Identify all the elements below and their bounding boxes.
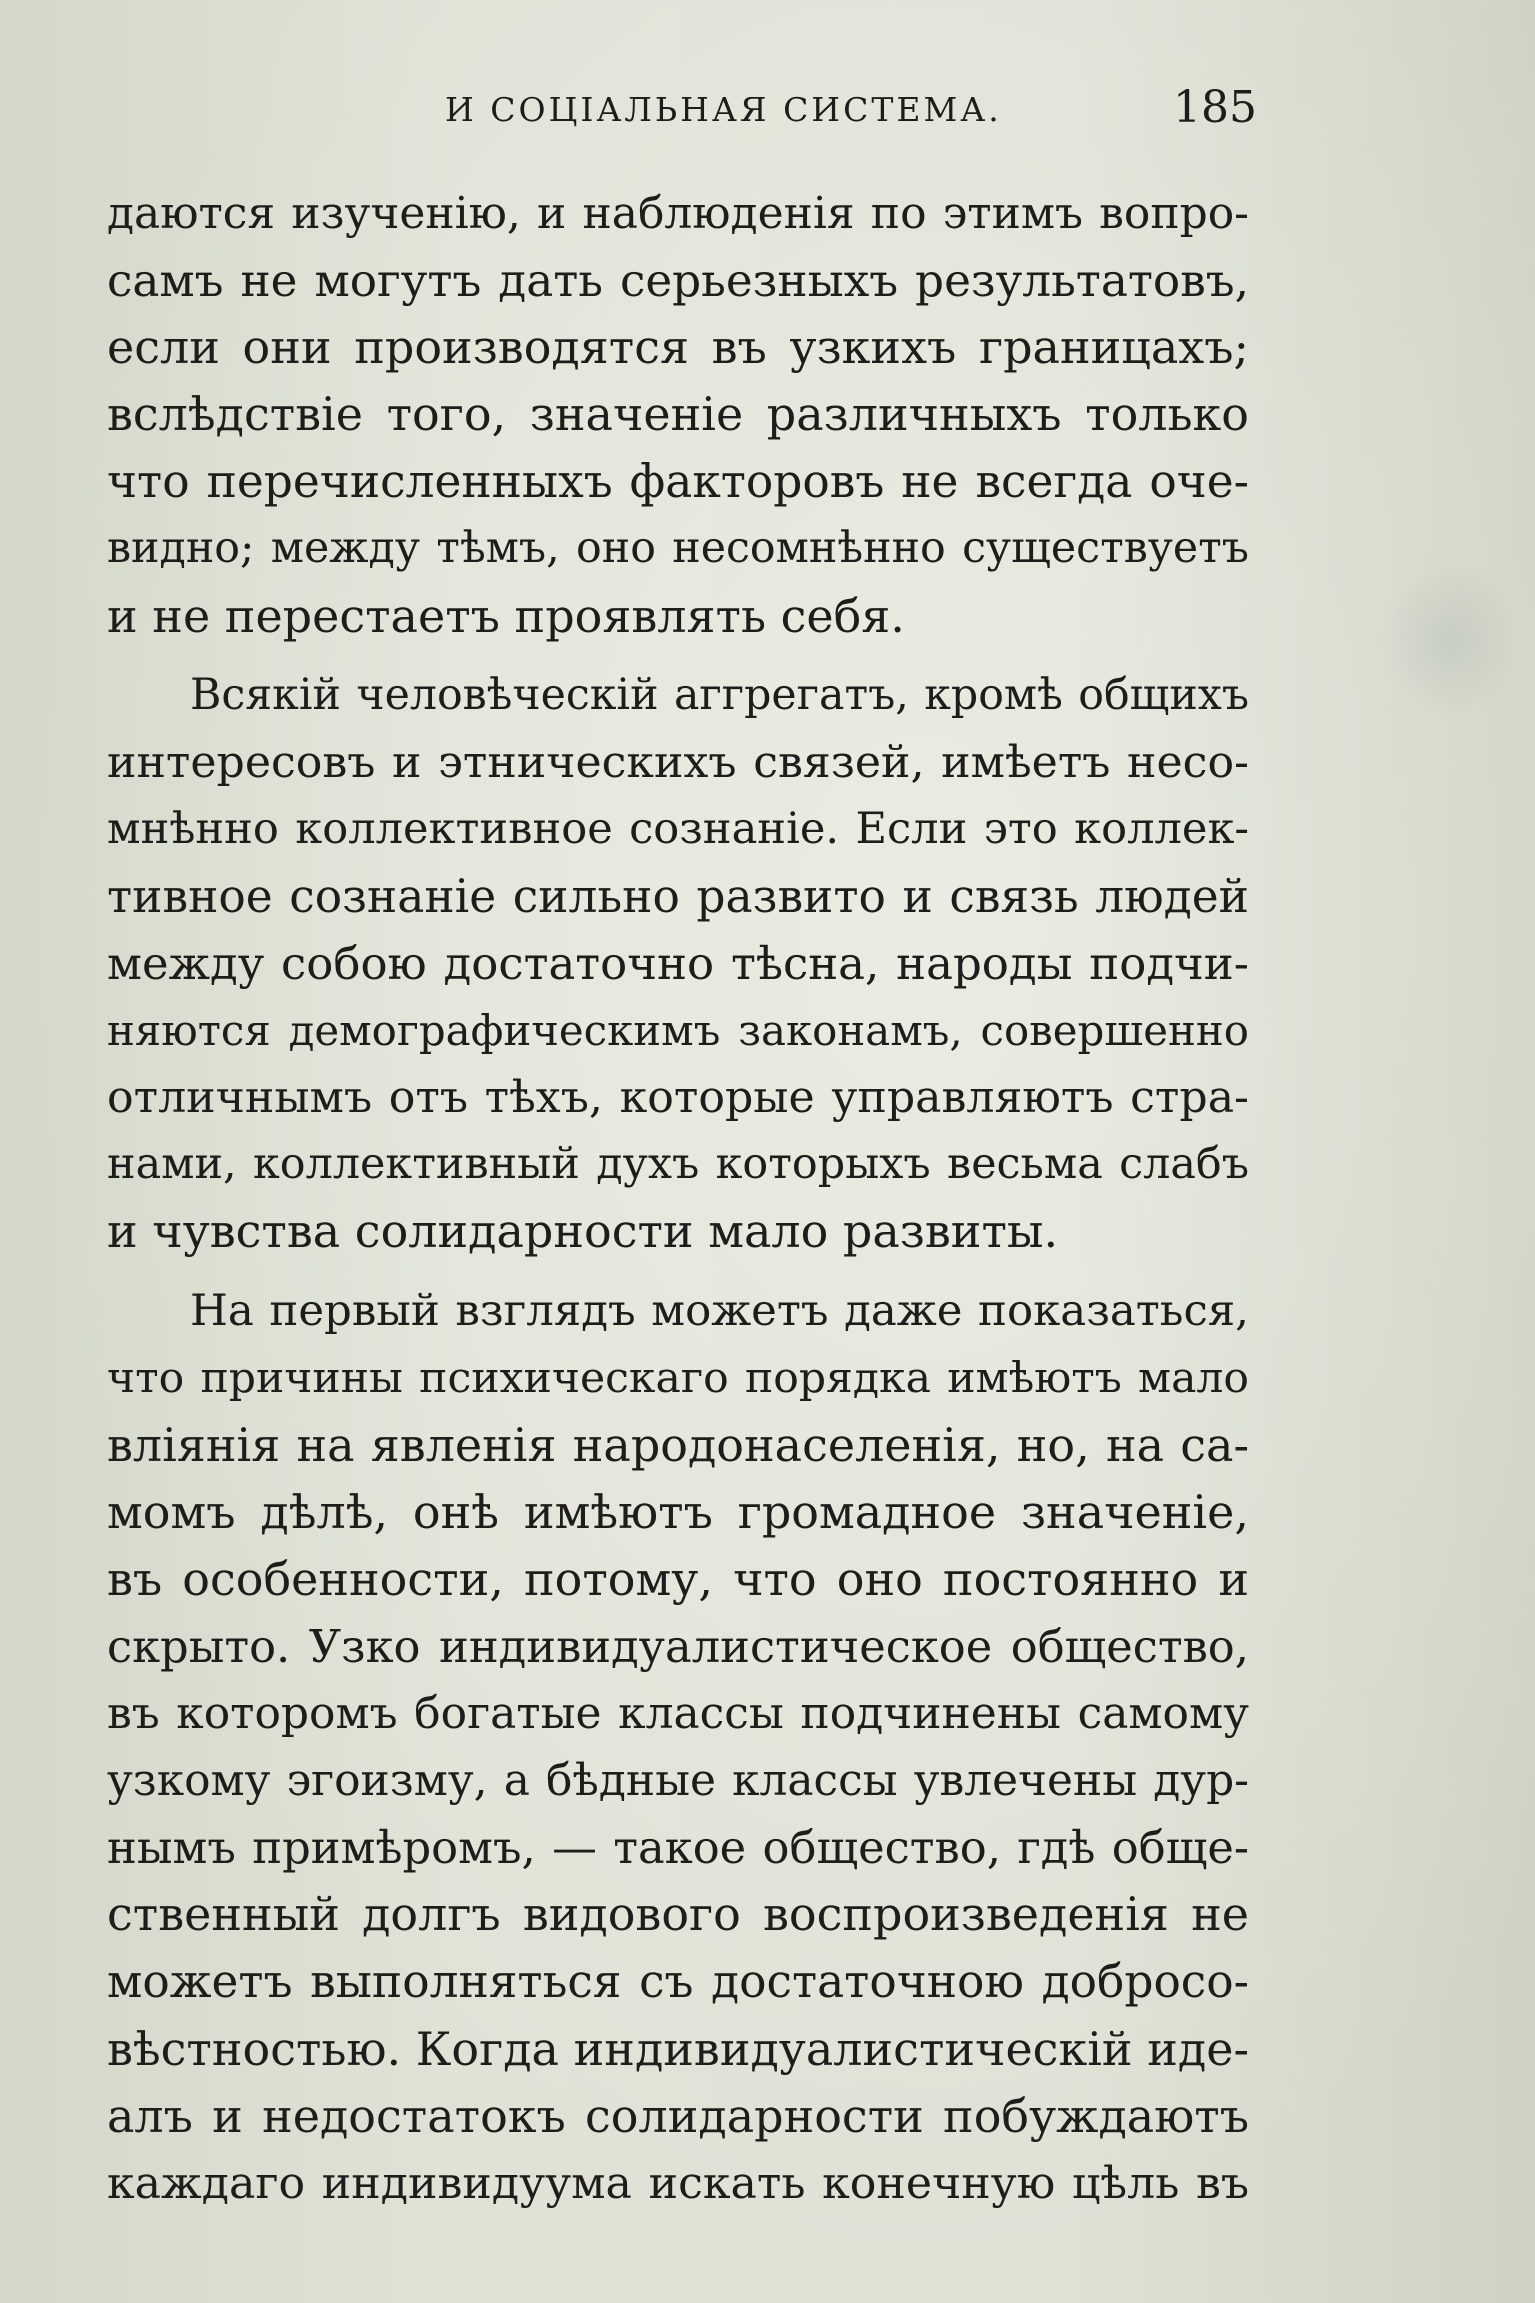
text-line: Всякій человѣческій аггрегатъ, кромѣ общихъ xyxy=(190,669,1249,720)
text-line: между собою достаточно тѣсна, народы подчи- xyxy=(107,937,1249,991)
text-line: нымъ примѣромъ, — такое общество, гдѣ обще- xyxy=(107,1821,1249,1875)
text-line: интересовъ и этническихъ связей, имѣетъ несо- xyxy=(107,736,1249,788)
text-line: даются изученію, и наблюденія по этимъ вопро- xyxy=(107,188,1249,239)
body-text xyxy=(107,180,1249,2217)
text-line: ственный долгъ видового воспроизведенія не xyxy=(107,1887,1249,1942)
text-line: На первый взглядъ можетъ даже показаться, xyxy=(190,1285,1249,1336)
text-line: вслѣдствіе того, значеніе различныхъ только xyxy=(107,387,1249,442)
text-line: отличнымъ отъ тѣхъ, которые управляютъ стра- xyxy=(107,1072,1249,1124)
text-line: вѣстностью. Когда индивидуалистическій иде- xyxy=(107,2021,1249,2076)
text-line: самъ не могутъ дать серьезныхъ результатовъ, xyxy=(107,254,1249,308)
text-line: можетъ выполняться съ достаточною добросо- xyxy=(107,1955,1249,2009)
text-line: что причины психическаго порядка имѣютъ мало xyxy=(107,1353,1249,1403)
text-line: момъ дѣлѣ, онѣ имѣютъ громадное значеніе, xyxy=(107,1484,1249,1539)
text-line: узкому эгоизму, а бѣдные классы увлечены дур- xyxy=(107,1755,1249,1807)
running-title: И СОЦІАЛЬНАЯ СИСТЕМА. xyxy=(445,90,1002,129)
text-line: видно; между тѣмъ, оно несомнѣнно существуетъ xyxy=(107,523,1249,574)
text-line: няются демографическимъ законамъ, совершенно xyxy=(107,1006,1249,1056)
running-head xyxy=(110,82,1260,142)
paragraph-2 xyxy=(107,662,1249,1266)
text-line: скрыто. Узко индивидуалистическое общество, xyxy=(107,1619,1249,1673)
text-line: каждаго индивидуума искать конечную цѣль въ xyxy=(107,2157,1249,2209)
paper-stain xyxy=(1380,560,1520,720)
text-line: въ которомъ богатые классы подчинены самому xyxy=(107,1688,1249,1740)
paragraph-1 xyxy=(107,180,1249,650)
text-line: вліянія на явленія народонаселенія, но, на са- xyxy=(107,1417,1249,1472)
text-line: и чувства солидарности мало развиты. xyxy=(107,1204,1059,1259)
text-line: алъ и недостатокъ солидарности побуждаютъ xyxy=(107,2088,1249,2143)
text-line: въ особенности, потому, что оно постоянно и xyxy=(107,1551,1249,1606)
text-line: что перечисленныхъ факторовъ не всегда оче- xyxy=(107,455,1249,509)
page-number: 185 xyxy=(1173,82,1257,133)
text-line: нами, коллективный духъ которыхъ весьма слабъ xyxy=(107,1139,1249,1190)
text-line: если они производятся въ узкихъ границахъ; xyxy=(107,320,1249,375)
text-line: тивное сознаніе сильно развито и связь людей xyxy=(107,869,1249,923)
paragraph-3 xyxy=(107,1278,1249,2217)
text-line: и не перестаетъ проявлять себя. xyxy=(107,588,905,643)
text-line: мнѣнно коллективное сознаніе. Если это коллек- xyxy=(107,803,1249,854)
